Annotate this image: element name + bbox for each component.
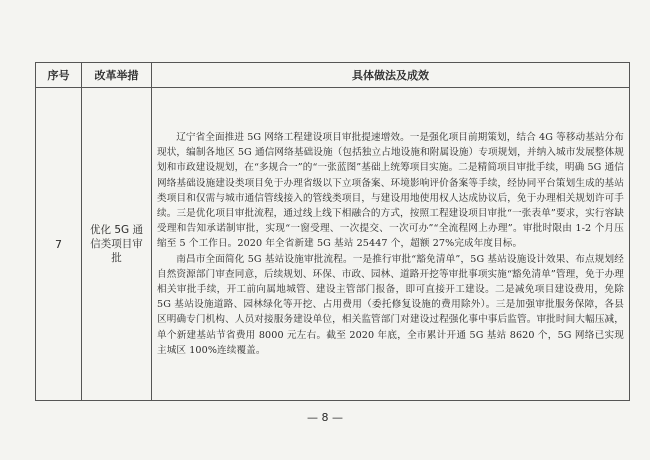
header-serial-number: 序号: [36, 63, 82, 88]
reform-measures-table: [35, 62, 630, 401]
table-row: [36, 88, 630, 401]
row-practice-content: [152, 88, 630, 401]
paragraph-liaoning: 辽宁省全面推进 5G 网络工程建设项目审批提速增效。一是强化项目前期策划，结合 4G 等移动基站分布现状，编制各地区 5G 通信网络基础设施（包括独立占地设施和附属设施）专项规划，并纳入城市发展整体规划和市政建设规划，在“多规合一”的“一张蓝图”基础上统筹项目实施。二是精简项目审批手续，明确 5G 通信网络基础设施建设类项目免于办理省级以下立项备案、环境影响评价备案等手续，经协同平台策划生成的基站类项目和仅需与城市通信管线接入的管线类项目，与建设用地使用权人达成协议后，免于办理相关规划许可手续。三是优化项目审批流程，通过线上线下相融合的方式，按照工程建设项目审批“一张表单”要求，实行容缺受理和告知承诺制审批，实现“一窗受理、一次提交、一次可办”“全流程网上办理”。审批时限由 1-2 个月压缩至 5 个工作日。2020 年全省新建 5G 基站 25447 个，超额 27%完成年度目标。: [157, 131, 624, 250]
table-header-row: [36, 63, 630, 88]
row-serial-number: 7: [36, 88, 82, 401]
page-number: — 8 —: [307, 411, 343, 424]
row-reform-measure: 优化 5G 通信类项目审批: [82, 88, 152, 401]
header-reform-measure: 改革举措: [82, 63, 152, 88]
paragraph-nanchang: 南昌市全面简化 5G 基站设施审批流程。一是推行审批“豁免清单”，5G 基站设施设计效果、布点规划经自然资源部门审查同意，后续规划、环保、市政、园林、道路开挖等审批事项实施“豁免清单”管理，免于办理相关审批手续，开工前向属地城管、建设主管部门报备，即可直接开工建设。二是减免项目建设费用，免除 5G 基站设施道路、园林绿化等开挖、占用费用（委托修复设施的费用除外）。三是加强审批服务保障，各县区明确专门机构、人员对接服务建设单位，相关监管部门对建设过程强化事中事后监管。审批时间大幅压减，单个新建基站节省费用 8000 元左右。截至 2020 年底，全市累计开通 5G 基站 8620 个，5G 网络已实现主城区 100%连续覆盖。: [157, 253, 624, 356]
header-practice-and-results: 具体做法及成效: [152, 63, 630, 88]
